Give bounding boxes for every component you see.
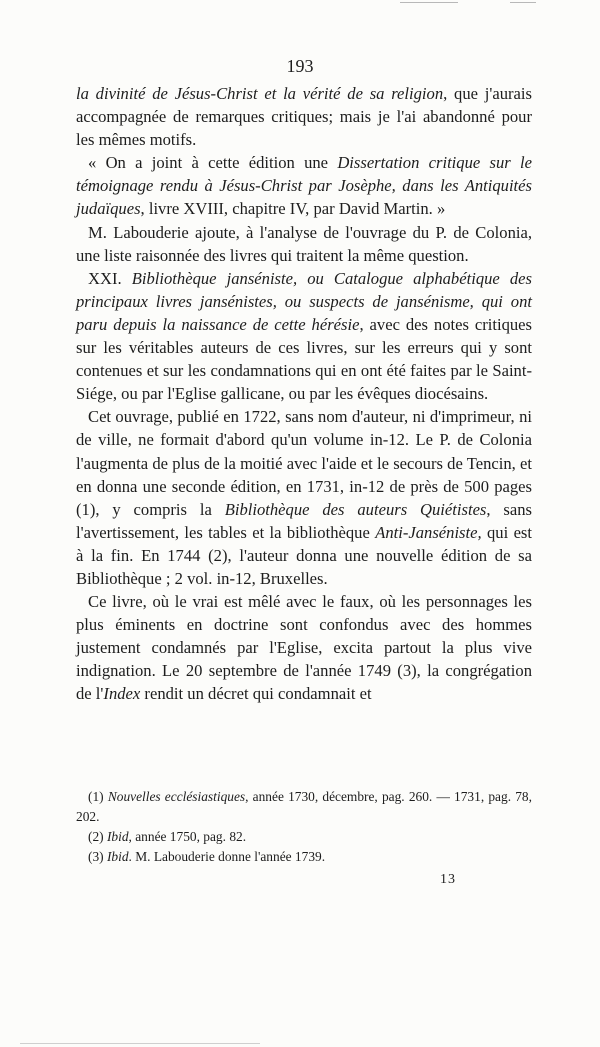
italic-text: Nouvelles ecclésiastiques xyxy=(107,789,246,804)
body-text xyxy=(76,82,532,706)
italic-text: Bibliothèque des auteurs Quiétistes xyxy=(224,499,487,519)
text-run: XXI. xyxy=(88,268,132,288)
text-run: Ce livre, où le vrai est mêlé avec le faux, où les personnages les plus éminents en doctrine sont confondus avec des hommes justement condamnés par l'Eglise, excita partout la plus vive indignation. Le 20 septembre de l'année 1749 (3), la congrégation de l' xyxy=(76,592,532,704)
paragraph xyxy=(76,267,532,406)
page-number: 193 xyxy=(286,56,314,76)
text-run: rendit un décret qui condamnait et xyxy=(140,684,372,704)
paragraph xyxy=(76,221,532,267)
text-run: qui est à la fin. En 1744 (2), l'auteur donna une nouvelle édition de sa Bibliothèque ; 2 vol. in-12, Bruxelles. xyxy=(76,522,532,588)
italic-text: Ibid xyxy=(106,849,129,864)
text-run: M. Labouderie ajoute, à l'analyse de l'ouvrage du P. de Colonia, une liste raisonnée des livres qui traitent la même question. xyxy=(76,222,532,265)
text-run: Cet ouvrage, publié en 1722, sans nom d'auteur, ni d'imprimeur, ni de ville, ne formait d'abord qu'un volume in-12. Le P. de Colonia l'augmenta de plus de la moitié avec l'aide et le secours de Tencin, et en donna une seconde édition, en 1731, in-12 de près de 500 pages (1), y compris la xyxy=(76,407,532,519)
footnote xyxy=(76,787,532,827)
footnotes xyxy=(76,787,532,867)
text-run: « On a joint à cette édition une xyxy=(88,153,338,173)
paragraph xyxy=(76,405,532,590)
footnote xyxy=(76,847,532,867)
scan-edge-top xyxy=(400,2,458,3)
scan-edge-bottom xyxy=(20,1043,260,1044)
text-run: , année 1750, pag. 82. xyxy=(128,829,247,844)
text-run: , année 1730, décembre, pag. 260. — 1731, pag. 78, 202. xyxy=(76,789,532,824)
text-run: (2) xyxy=(88,829,107,844)
italic-text: Index xyxy=(103,684,141,704)
italic-text: Bibliothèque janséniste, ou Catalogue alphabétique des principaux livres jansénistes, ou suspects de jansénisme, qui ont paru depuis la naissance de cette hérésie xyxy=(76,268,532,334)
text-run: (3) xyxy=(88,849,107,864)
paragraph xyxy=(76,82,532,151)
text-run: , avec des notes critiques sur les véritables auteurs de ces livres, sur les erreurs qui y sont contenues et sur les condamnations qui en ont été faites par le Saint-Siége, ou par l'Eglise gallicane, ou par les évêques diocésains. xyxy=(76,314,532,404)
footnote xyxy=(76,827,532,847)
scan-edge-top-right xyxy=(510,2,536,3)
text-run: . M. Labouderie donne l'année 1739. xyxy=(128,849,326,864)
text-run: (1) xyxy=(88,789,108,804)
italic-text: Ibid xyxy=(106,829,129,844)
signature-mark: 13 xyxy=(440,872,456,887)
text-run: , que j'aurais accompagnée de remarques critiques; mais je l'ai abandonné pour les mêmes motifs. xyxy=(76,84,532,150)
italic-text: Anti-Janséniste, xyxy=(375,522,482,542)
paragraph xyxy=(76,151,532,220)
text-run: , sans l'avertissement, les tables et la bibliothèque xyxy=(76,499,533,542)
paragraph xyxy=(76,590,532,705)
text-run: , livre XVIII, chapitre IV, par David Martin. » xyxy=(140,199,446,219)
italic-text: la divinité de Jésus-Christ et la vérité de sa religion xyxy=(76,84,444,103)
italic-text: Dissertation critique sur le témoignage rendu à Jésus-Christ par Josèphe, dans les Antiquités judaïques xyxy=(76,153,532,219)
